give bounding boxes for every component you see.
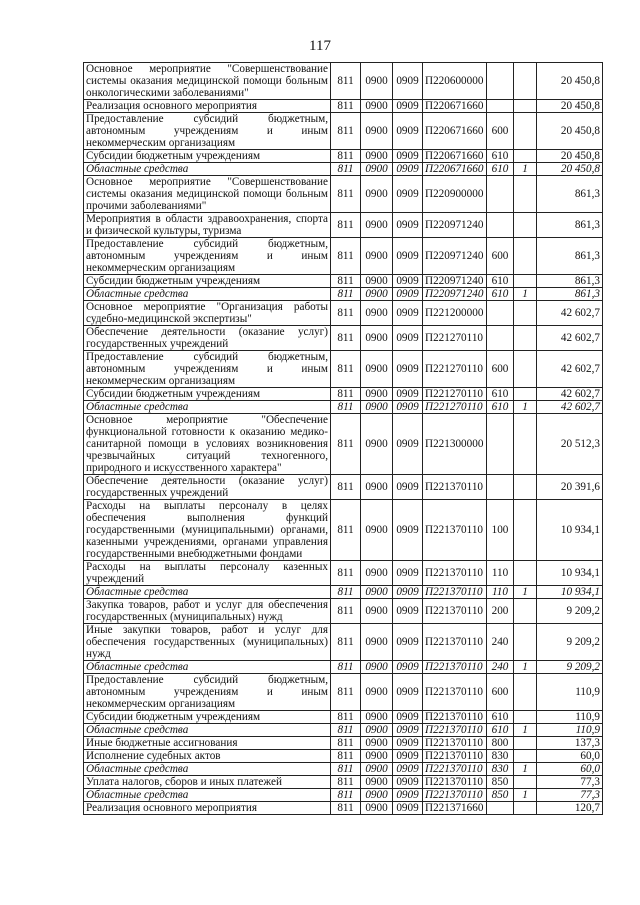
funding-source-code-cell bbox=[514, 599, 537, 624]
target-article-code-cell: П220600000 bbox=[423, 63, 487, 100]
ministry-code-cell: 811 bbox=[331, 802, 361, 815]
amount-cell: 110,9 bbox=[537, 674, 603, 711]
row-name-cell: Закупка товаров, работ и услуг для обеспечения государственных (муниципальных) нужд bbox=[84, 599, 331, 624]
target-article-code-cell: П221270110 bbox=[423, 388, 487, 401]
row-name-cell: Расходы на выплаты персоналу казенных учреждений bbox=[84, 561, 331, 586]
amount-cell: 110,9 bbox=[537, 711, 603, 724]
table-row bbox=[84, 776, 603, 789]
amount-cell: 20 512,3 bbox=[537, 414, 603, 475]
expense-type-code-cell bbox=[487, 176, 514, 213]
section-code-cell: 0900 bbox=[361, 750, 393, 763]
amount-cell: 77,3 bbox=[537, 776, 603, 789]
expense-type-code-cell: 610 bbox=[487, 711, 514, 724]
subsection-code-cell: 0909 bbox=[393, 750, 423, 763]
row-name-cell: Областные средства bbox=[84, 401, 331, 414]
ministry-code-cell: 811 bbox=[331, 100, 361, 113]
ministry-code-cell: 811 bbox=[331, 163, 361, 176]
table-row bbox=[84, 624, 603, 661]
row-name-cell: Обеспечение деятельности (оказание услуг) государственных учреждений bbox=[84, 326, 331, 351]
section-code-cell: 0900 bbox=[361, 401, 393, 414]
target-article-code-cell: П221200000 bbox=[423, 301, 487, 326]
ministry-code-cell: 811 bbox=[331, 674, 361, 711]
subsection-code-cell: 0909 bbox=[393, 599, 423, 624]
table-row bbox=[84, 113, 603, 150]
table-row bbox=[84, 301, 603, 326]
subsection-code-cell: 0909 bbox=[393, 288, 423, 301]
target-article-code-cell: П221370110 bbox=[423, 724, 487, 737]
row-name-cell: Основное мероприятие "Организация работы судебно-медицинской экспертизы" bbox=[84, 301, 331, 326]
row-name-cell: Субсидии бюджетным учреждениям bbox=[84, 711, 331, 724]
table-row bbox=[84, 561, 603, 586]
expense-type-code-cell: 100 bbox=[487, 500, 514, 561]
amount-cell: 10 934,1 bbox=[537, 500, 603, 561]
funding-source-code-cell: 1 bbox=[514, 763, 537, 776]
table-row bbox=[84, 288, 603, 301]
funding-source-code-cell bbox=[514, 500, 537, 561]
row-name-cell: Областные средства bbox=[84, 661, 331, 674]
table-row bbox=[84, 163, 603, 176]
section-code-cell: 0900 bbox=[361, 763, 393, 776]
funding-source-code-cell bbox=[514, 100, 537, 113]
expense-type-code-cell bbox=[487, 213, 514, 238]
ministry-code-cell: 811 bbox=[331, 789, 361, 802]
table-row bbox=[84, 213, 603, 238]
subsection-code-cell: 0909 bbox=[393, 724, 423, 737]
amount-cell: 20 450,8 bbox=[537, 113, 603, 150]
amount-cell: 861,3 bbox=[537, 275, 603, 288]
expense-type-code-cell: 850 bbox=[487, 776, 514, 789]
funding-source-code-cell bbox=[514, 750, 537, 763]
expense-type-code-cell: 200 bbox=[487, 599, 514, 624]
expense-type-code-cell: 830 bbox=[487, 763, 514, 776]
amount-cell: 60,0 bbox=[537, 750, 603, 763]
section-code-cell: 0900 bbox=[361, 176, 393, 213]
subsection-code-cell: 0909 bbox=[393, 113, 423, 150]
row-name-cell: Мероприятия в области здравоохранения, спорта и физической культуры, туризма bbox=[84, 213, 331, 238]
funding-source-code-cell: 1 bbox=[514, 661, 537, 674]
expense-type-code-cell: 830 bbox=[487, 750, 514, 763]
expense-type-code-cell bbox=[487, 326, 514, 351]
row-name-cell: Предоставление субсидий бюджетным, автономным учреждениям и иным некоммерческим организациям bbox=[84, 238, 331, 275]
subsection-code-cell: 0909 bbox=[393, 776, 423, 789]
subsection-code-cell: 0909 bbox=[393, 351, 423, 388]
target-article-code-cell: П220900000 bbox=[423, 176, 487, 213]
ministry-code-cell: 811 bbox=[331, 213, 361, 238]
target-article-code-cell: П220971240 bbox=[423, 288, 487, 301]
row-name-cell: Областные средства bbox=[84, 586, 331, 599]
section-code-cell: 0900 bbox=[361, 561, 393, 586]
section-code-cell: 0900 bbox=[361, 586, 393, 599]
section-code-cell: 0900 bbox=[361, 326, 393, 351]
subsection-code-cell: 0909 bbox=[393, 275, 423, 288]
funding-source-code-cell bbox=[514, 238, 537, 275]
subsection-code-cell: 0909 bbox=[393, 475, 423, 500]
section-code-cell: 0900 bbox=[361, 500, 393, 561]
ministry-code-cell: 811 bbox=[331, 414, 361, 475]
table-row bbox=[84, 500, 603, 561]
amount-cell: 137,3 bbox=[537, 737, 603, 750]
expense-type-code-cell: 610 bbox=[487, 288, 514, 301]
subsection-code-cell: 0909 bbox=[393, 414, 423, 475]
expense-type-code-cell: 600 bbox=[487, 674, 514, 711]
target-article-code-cell: П221370110 bbox=[423, 737, 487, 750]
ministry-code-cell: 811 bbox=[331, 711, 361, 724]
subsection-code-cell: 0909 bbox=[393, 802, 423, 815]
amount-cell: 861,3 bbox=[537, 176, 603, 213]
amount-cell: 20 450,8 bbox=[537, 150, 603, 163]
table-row bbox=[84, 674, 603, 711]
ministry-code-cell: 811 bbox=[331, 351, 361, 388]
section-code-cell: 0900 bbox=[361, 351, 393, 388]
amount-cell: 42 602,7 bbox=[537, 351, 603, 388]
funding-source-code-cell bbox=[514, 63, 537, 100]
section-code-cell: 0900 bbox=[361, 301, 393, 326]
subsection-code-cell: 0909 bbox=[393, 737, 423, 750]
row-name-cell: Предоставление субсидий бюджетным, автономным учреждениям и иным некоммерческим организациям bbox=[84, 113, 331, 150]
target-article-code-cell: П220671660 bbox=[423, 113, 487, 150]
table-row bbox=[84, 351, 603, 388]
ministry-code-cell: 811 bbox=[331, 63, 361, 100]
funding-source-code-cell bbox=[514, 275, 537, 288]
amount-cell: 861,3 bbox=[537, 288, 603, 301]
row-name-cell: Реализация основного мероприятия bbox=[84, 100, 331, 113]
ministry-code-cell: 811 bbox=[331, 737, 361, 750]
expense-type-code-cell: 610 bbox=[487, 724, 514, 737]
subsection-code-cell: 0909 bbox=[393, 301, 423, 326]
section-code-cell: 0900 bbox=[361, 661, 393, 674]
table-row bbox=[84, 802, 603, 815]
section-code-cell: 0900 bbox=[361, 674, 393, 711]
target-article-code-cell: П221370110 bbox=[423, 661, 487, 674]
subsection-code-cell: 0909 bbox=[393, 624, 423, 661]
expense-type-code-cell bbox=[487, 414, 514, 475]
ministry-code-cell: 811 bbox=[331, 475, 361, 500]
target-article-code-cell: П221370110 bbox=[423, 763, 487, 776]
amount-cell: 20 450,8 bbox=[537, 63, 603, 100]
section-code-cell: 0900 bbox=[361, 475, 393, 500]
table-row bbox=[84, 599, 603, 624]
row-name-cell: Расходы на выплаты персоналу в целях обеспечения выполнения функций государственными (муниципальными) органами, казенными учреждениями, органами управления государственными внебюджетными фондами bbox=[84, 500, 331, 561]
row-name-cell: Реализация основного мероприятия bbox=[84, 802, 331, 815]
amount-cell: 42 602,7 bbox=[537, 388, 603, 401]
row-name-cell: Субсидии бюджетным учреждениям bbox=[84, 150, 331, 163]
section-code-cell: 0900 bbox=[361, 238, 393, 275]
subsection-code-cell: 0909 bbox=[393, 63, 423, 100]
row-name-cell: Областные средства bbox=[84, 288, 331, 301]
amount-cell: 60,0 bbox=[537, 763, 603, 776]
expense-type-code-cell: 600 bbox=[487, 113, 514, 150]
funding-source-code-cell bbox=[514, 674, 537, 711]
ministry-code-cell: 811 bbox=[331, 288, 361, 301]
section-code-cell: 0900 bbox=[361, 63, 393, 100]
expense-type-code-cell bbox=[487, 63, 514, 100]
ministry-code-cell: 811 bbox=[331, 500, 361, 561]
target-article-code-cell: П221370110 bbox=[423, 586, 487, 599]
ministry-code-cell: 811 bbox=[331, 561, 361, 586]
ministry-code-cell: 811 bbox=[331, 176, 361, 213]
expense-type-code-cell: 610 bbox=[487, 275, 514, 288]
amount-cell: 9 209,2 bbox=[537, 599, 603, 624]
target-article-code-cell: П221370110 bbox=[423, 561, 487, 586]
amount-cell: 861,3 bbox=[537, 238, 603, 275]
table-row bbox=[84, 750, 603, 763]
row-name-cell: Предоставление субсидий бюджетным, автономным учреждениям и иным некоммерческим организациям bbox=[84, 351, 331, 388]
ministry-code-cell: 811 bbox=[331, 401, 361, 414]
table-row bbox=[84, 238, 603, 275]
subsection-code-cell: 0909 bbox=[393, 163, 423, 176]
target-article-code-cell: П221370110 bbox=[423, 674, 487, 711]
subsection-code-cell: 0909 bbox=[393, 763, 423, 776]
section-code-cell: 0900 bbox=[361, 388, 393, 401]
target-article-code-cell: П221370110 bbox=[423, 475, 487, 500]
expense-type-code-cell bbox=[487, 475, 514, 500]
ministry-code-cell: 811 bbox=[331, 150, 361, 163]
funding-source-code-cell bbox=[514, 176, 537, 213]
subsection-code-cell: 0909 bbox=[393, 326, 423, 351]
amount-cell: 42 602,7 bbox=[537, 301, 603, 326]
expense-type-code-cell: 850 bbox=[487, 789, 514, 802]
subsection-code-cell: 0909 bbox=[393, 789, 423, 802]
target-article-code-cell: П221370110 bbox=[423, 500, 487, 561]
section-code-cell: 0900 bbox=[361, 414, 393, 475]
table-row bbox=[84, 275, 603, 288]
row-name-cell: Уплата налогов, сборов и иных платежей bbox=[84, 776, 331, 789]
funding-source-code-cell bbox=[514, 388, 537, 401]
expense-type-code-cell: 800 bbox=[487, 737, 514, 750]
target-article-code-cell: П221270110 bbox=[423, 401, 487, 414]
section-code-cell: 0900 bbox=[361, 599, 393, 624]
table-row bbox=[84, 63, 603, 100]
expense-type-code-cell: 610 bbox=[487, 150, 514, 163]
section-code-cell: 0900 bbox=[361, 724, 393, 737]
row-name-cell: Иные бюджетные ассигнования bbox=[84, 737, 331, 750]
subsection-code-cell: 0909 bbox=[393, 238, 423, 275]
subsection-code-cell: 0909 bbox=[393, 561, 423, 586]
row-name-cell: Исполнение судебных актов bbox=[84, 750, 331, 763]
expense-type-code-cell: 240 bbox=[487, 624, 514, 661]
funding-source-code-cell bbox=[514, 113, 537, 150]
subsection-code-cell: 0909 bbox=[393, 176, 423, 213]
amount-cell: 120,7 bbox=[537, 802, 603, 815]
subsection-code-cell: 0909 bbox=[393, 586, 423, 599]
target-article-code-cell: П221300000 bbox=[423, 414, 487, 475]
table-row bbox=[84, 150, 603, 163]
amount-cell: 10 934,1 bbox=[537, 561, 603, 586]
subsection-code-cell: 0909 bbox=[393, 674, 423, 711]
expense-type-code-cell bbox=[487, 802, 514, 815]
ministry-code-cell: 811 bbox=[331, 388, 361, 401]
row-name-cell: Субсидии бюджетным учреждениям bbox=[84, 275, 331, 288]
table-row bbox=[84, 401, 603, 414]
ministry-code-cell: 811 bbox=[331, 599, 361, 624]
section-code-cell: 0900 bbox=[361, 776, 393, 789]
expense-type-code-cell: 610 bbox=[487, 388, 514, 401]
amount-cell: 20 450,8 bbox=[537, 100, 603, 113]
expense-type-code-cell: 610 bbox=[487, 163, 514, 176]
ministry-code-cell: 811 bbox=[331, 624, 361, 661]
row-name-cell: Обеспечение деятельности (оказание услуг) государственных учреждений bbox=[84, 475, 331, 500]
funding-source-code-cell bbox=[514, 213, 537, 238]
target-article-code-cell: П221371660 bbox=[423, 802, 487, 815]
table-row bbox=[84, 661, 603, 674]
funding-source-code-cell bbox=[514, 301, 537, 326]
section-code-cell: 0900 bbox=[361, 275, 393, 288]
funding-source-code-cell bbox=[514, 776, 537, 789]
amount-cell: 861,3 bbox=[537, 213, 603, 238]
ministry-code-cell: 811 bbox=[331, 275, 361, 288]
section-code-cell: 0900 bbox=[361, 163, 393, 176]
subsection-code-cell: 0909 bbox=[393, 711, 423, 724]
expense-type-code-cell: 110 bbox=[487, 561, 514, 586]
amount-cell: 9 209,2 bbox=[537, 661, 603, 674]
amount-cell: 20 450,8 bbox=[537, 163, 603, 176]
row-name-cell: Основное мероприятие "Совершенствование системы оказания медицинской помощи больным онкологическими заболеваниями" bbox=[84, 63, 331, 100]
ministry-code-cell: 811 bbox=[331, 776, 361, 789]
funding-source-code-cell bbox=[514, 802, 537, 815]
subsection-code-cell: 0909 bbox=[393, 100, 423, 113]
expense-type-code-cell: 600 bbox=[487, 238, 514, 275]
section-code-cell: 0900 bbox=[361, 150, 393, 163]
section-code-cell: 0900 bbox=[361, 624, 393, 661]
funding-source-code-cell bbox=[514, 414, 537, 475]
table-row bbox=[84, 724, 603, 737]
funding-source-code-cell bbox=[514, 711, 537, 724]
ministry-code-cell: 811 bbox=[331, 763, 361, 776]
section-code-cell: 0900 bbox=[361, 113, 393, 150]
amount-cell: 110,9 bbox=[537, 724, 603, 737]
ministry-code-cell: 811 bbox=[331, 586, 361, 599]
table-row bbox=[84, 326, 603, 351]
funding-source-code-cell: 1 bbox=[514, 288, 537, 301]
expense-type-code-cell: 610 bbox=[487, 401, 514, 414]
table-row bbox=[84, 388, 603, 401]
funding-source-code-cell bbox=[514, 737, 537, 750]
section-code-cell: 0900 bbox=[361, 288, 393, 301]
funding-source-code-cell bbox=[514, 624, 537, 661]
target-article-code-cell: П221370110 bbox=[423, 711, 487, 724]
target-article-code-cell: П220971240 bbox=[423, 238, 487, 275]
ministry-code-cell: 811 bbox=[331, 724, 361, 737]
subsection-code-cell: 0909 bbox=[393, 213, 423, 238]
funding-source-code-cell bbox=[514, 326, 537, 351]
row-name-cell: Областные средства bbox=[84, 763, 331, 776]
target-article-code-cell: П221370110 bbox=[423, 599, 487, 624]
budget-table-body bbox=[84, 63, 603, 815]
row-name-cell: Субсидии бюджетным учреждениям bbox=[84, 388, 331, 401]
funding-source-code-cell: 1 bbox=[514, 789, 537, 802]
subsection-code-cell: 0909 bbox=[393, 500, 423, 561]
target-article-code-cell: П220671660 bbox=[423, 163, 487, 176]
funding-source-code-cell: 1 bbox=[514, 724, 537, 737]
row-name-cell: Областные средства bbox=[84, 724, 331, 737]
expense-type-code-cell: 240 bbox=[487, 661, 514, 674]
subsection-code-cell: 0909 bbox=[393, 388, 423, 401]
funding-source-code-cell: 1 bbox=[514, 163, 537, 176]
amount-cell: 10 934,1 bbox=[537, 586, 603, 599]
section-code-cell: 0900 bbox=[361, 737, 393, 750]
table-row bbox=[84, 586, 603, 599]
table-row bbox=[84, 763, 603, 776]
expense-type-code-cell bbox=[487, 100, 514, 113]
target-article-code-cell: П221270110 bbox=[423, 351, 487, 388]
subsection-code-cell: 0909 bbox=[393, 661, 423, 674]
expense-type-code-cell bbox=[487, 301, 514, 326]
page-number: 117 bbox=[309, 38, 331, 54]
table-row bbox=[84, 737, 603, 750]
amount-cell: 42 602,7 bbox=[537, 326, 603, 351]
row-name-cell: Областные средства bbox=[84, 789, 331, 802]
table-row bbox=[84, 711, 603, 724]
target-article-code-cell: П221370110 bbox=[423, 750, 487, 763]
table-row bbox=[84, 100, 603, 113]
expense-type-code-cell: 110 bbox=[487, 586, 514, 599]
row-name-cell: Иные закупки товаров, работ и услуг для обеспечения государственных (муниципальных) нужд bbox=[84, 624, 331, 661]
ministry-code-cell: 811 bbox=[331, 113, 361, 150]
row-name-cell: Областные средства bbox=[84, 163, 331, 176]
target-article-code-cell: П221370110 bbox=[423, 789, 487, 802]
expense-type-code-cell: 600 bbox=[487, 351, 514, 388]
funding-source-code-cell: 1 bbox=[514, 586, 537, 599]
row-name-cell: Предоставление субсидий бюджетным, автономным учреждениям и иным некоммерческим организациям bbox=[84, 674, 331, 711]
section-code-cell: 0900 bbox=[361, 711, 393, 724]
ministry-code-cell: 811 bbox=[331, 750, 361, 763]
table-row bbox=[84, 475, 603, 500]
table-row bbox=[84, 176, 603, 213]
ministry-code-cell: 811 bbox=[331, 238, 361, 275]
section-code-cell: 0900 bbox=[361, 802, 393, 815]
target-article-code-cell: П220971240 bbox=[423, 213, 487, 238]
ministry-code-cell: 811 bbox=[331, 326, 361, 351]
table-row bbox=[84, 414, 603, 475]
section-code-cell: 0900 bbox=[361, 213, 393, 238]
subsection-code-cell: 0909 bbox=[393, 150, 423, 163]
target-article-code-cell: П221370110 bbox=[423, 776, 487, 789]
amount-cell: 9 209,2 bbox=[537, 624, 603, 661]
funding-source-code-cell bbox=[514, 561, 537, 586]
amount-cell: 77,3 bbox=[537, 789, 603, 802]
table-row bbox=[84, 789, 603, 802]
section-code-cell: 0900 bbox=[361, 789, 393, 802]
funding-source-code-cell bbox=[514, 150, 537, 163]
row-name-cell: Основное мероприятие "Совершенствование системы оказания медицинской помощи больным прочими заболеваниями" bbox=[84, 176, 331, 213]
funding-source-code-cell bbox=[514, 475, 537, 500]
row-name-cell: Основное мероприятие "Обеспечение функциональной готовности к оказанию медико-санитарной помощи в условиях возникновения чрезвычайных ситуаций техногенного, природного и искусственного характера" bbox=[84, 414, 331, 475]
amount-cell: 20 391,6 bbox=[537, 475, 603, 500]
ministry-code-cell: 811 bbox=[331, 661, 361, 674]
funding-source-code-cell: 1 bbox=[514, 401, 537, 414]
budget-table bbox=[83, 62, 603, 815]
target-article-code-cell: П221270110 bbox=[423, 326, 487, 351]
target-article-code-cell: П221370110 bbox=[423, 624, 487, 661]
target-article-code-cell: П220971240 bbox=[423, 275, 487, 288]
subsection-code-cell: 0909 bbox=[393, 401, 423, 414]
section-code-cell: 0900 bbox=[361, 100, 393, 113]
ministry-code-cell: 811 bbox=[331, 301, 361, 326]
amount-cell: 42 602,7 bbox=[537, 401, 603, 414]
target-article-code-cell: П220671660 bbox=[423, 150, 487, 163]
funding-source-code-cell bbox=[514, 351, 537, 388]
target-article-code-cell: П220671660 bbox=[423, 100, 487, 113]
